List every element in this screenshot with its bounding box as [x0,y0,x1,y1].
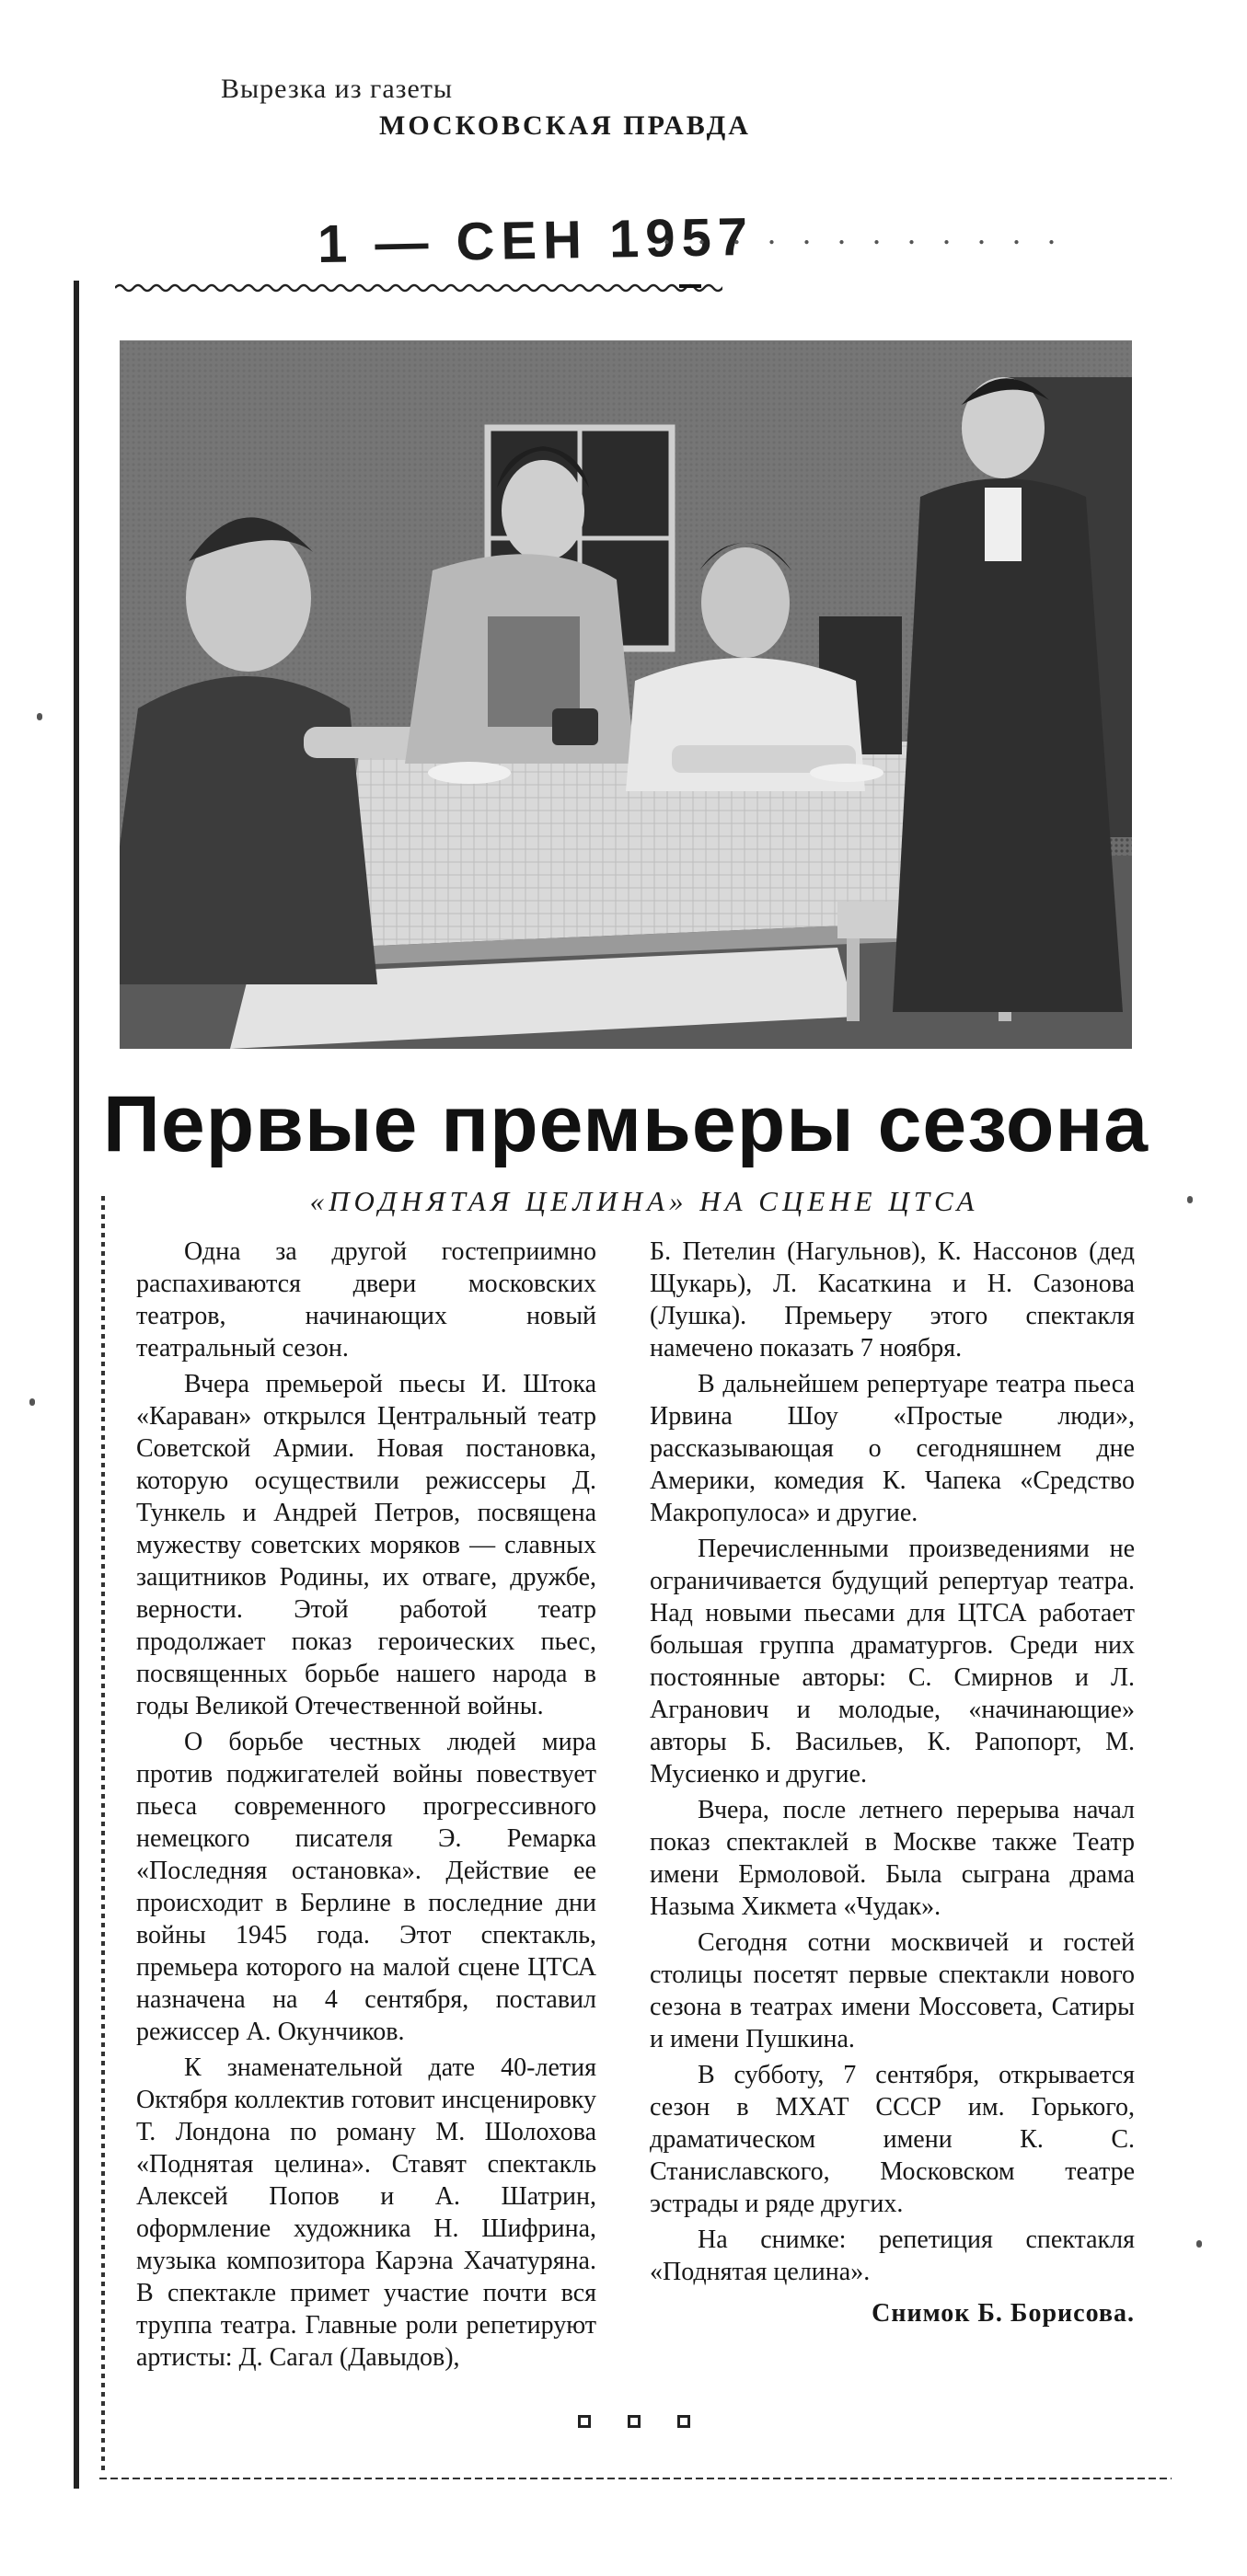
left-dotted-rule [101,1196,105,2475]
article-paragraph: К знаменательной дате 40-летия Октября коллектив готовит инсценировку Т. Лондона по роману М. Шолохова «Поднятая целина». Ставят спектакль Алексей Попов и А. Шатрин, оформление художника Н. Шифрина, музыка композитора Карэна Хачатуряна. В спектакле примет участие почти вся труппа театра. Главные роли репетируют артисты: Д. Сагал (Давыдов), [136,2053,596,2372]
wavy-separator [115,282,722,294]
article-paragraph: Перечисленными произведениями не ограничивается будущий репертуар театра. Над новыми пьесами для ЦТСА работает большая группа драматургов. Среди них постоянные авторы: С. Смирнов и Л. Агранович и молодые, «начинающие» авторы Б. Васильев, К. Рапопорт, М. Мусиенко и другие. [650,1535,1135,1788]
edge-dot [37,713,42,720]
article-left-column [136,1236,596,2377]
newspaper-name: МОСКОВСКАЯ ПРАВДА [379,110,751,141]
date-stamp: 1 — СЕН 1957 [317,206,755,275]
article-paragraph: Сегодня сотни москвичей и гостей столицы посетят первые спектакли нового сезона в театрах имени Моссовета, Сатиры и имени Пушкина. [650,1928,1135,2053]
end-square-icon [578,2415,591,2428]
edge-dot [29,1398,35,1406]
photo-caption: На снимке: репетиция спектакля «Поднятая целина». [650,2225,1135,2286]
dash-mark [679,284,701,288]
rehearsal-photo [120,340,1132,1049]
article-paragraph: В субботу, 7 сентября, открывается сезон в МХАТ СССР им. Горького, драматическом имени К. С. Станиславского, Московском театре эстрады и ряде других. [650,2061,1135,2218]
edge-dot [1196,2240,1202,2248]
article-right-column [650,1236,1135,2333]
photo-credit: Снимок Б. Борисова. [872,2299,1135,2328]
bottom-clipping-rule [99,2478,1172,2479]
left-clipping-rule [74,281,79,2489]
end-square-icon [628,2415,641,2428]
article-paragraph: Одна за другой гостеприимно распахиваются двери московских театров, начинающих новый театральный сезон. [136,1237,596,1363]
article-headline: Первые премьеры сезона [103,1080,1149,1168]
article-paragraph: Вчера премьерой пьесы И. Штока «Караван» открылся Центральный театр Советской Армии. Новая постановка, которую осуществили режиссеры Д. Тункель и Андрей Петров, посвящена мужеству советских моряков — славных защитников Родины, их отваге, дружбе, верности. Этой работой театр продолжает показ героических пьес, посвященных борьбе нашего народа в годы Великой Отечественной войны. [136,1370,596,1720]
end-square-icon [677,2415,690,2428]
date-dotted-line: . . . . . . . . . . . . [663,214,1065,251]
article-paragraph: Вчера, после летнего перерыва начал показ спектаклей в Москве также Театр имени Ермоловой. Была сыграна драма Назыма Хикмета «Чудак». [650,1796,1135,1921]
article-paragraph: В дальнейшем репертуаре театра пьеса Ирвина Шоу «Простые люди», рассказывающая о сегодняшнем дне Америки, комедия К. Чапека «Средство Макропулоса» и другие. [650,1370,1135,1527]
edge-dot [1187,1196,1193,1203]
article-paragraph: О борьбе честных людей мира против поджигателей войны повествует пьеса современного прогрессивного немецкого писателя Э. Ремарка «Последняя остановка». Действие ее происходит в Берлине в последние дни войны 1945 года. Этот спектакль, премьера которого на малой сцене ЦТСА назначена на 4 сентября, поставил режиссер А. Окунчиков. [136,1728,596,2046]
end-of-article-marks [578,2415,690,2428]
source-label: Вырезка из газеты [221,74,454,104]
article-paragraph: Б. Петелин (Нагульнов), К. Нассонов (дед Щукарь), Л. Касаткина и Н. Сазонова (Лушка). Премьеру этого спектакля намечено показать 7 ноября. [650,1237,1135,1363]
article-subheadline: «ПОДНЯТАЯ ЦЕЛИНА» НА СЦЕНЕ ЦТСА [309,1185,979,1217]
